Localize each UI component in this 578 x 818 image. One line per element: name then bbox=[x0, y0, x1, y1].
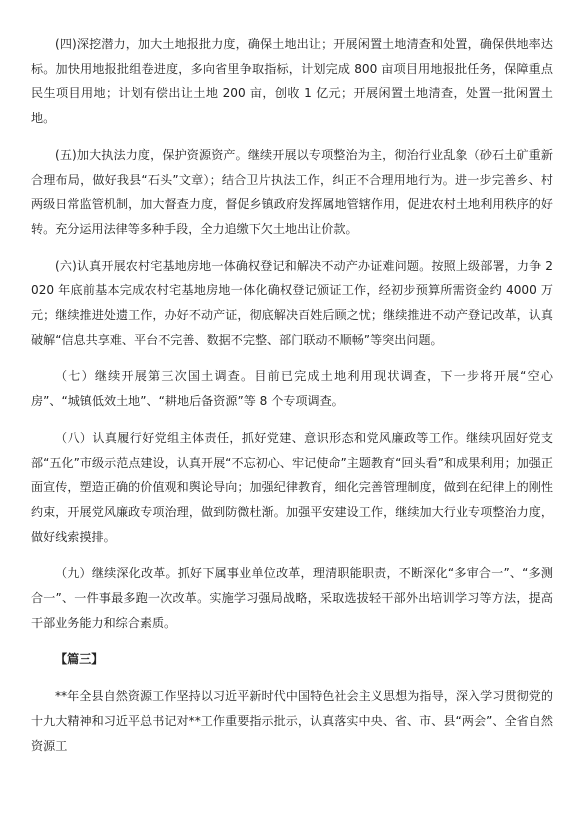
paragraph-9: （九）继续深化改革。抓好下属事业单位改革，理清职能职责，不断深化“多审合一”、“多测合一”、一件事最多跑一次改革。实施学习强局战略，采取选拔轻干部外出培训学习等方法，提高干部业务能力和综合素质。 bbox=[31, 566, 553, 630]
document-page bbox=[31, 32, 553, 770]
paragraph-8: （八）认真履行好党组主体责任，抓好党建、意识形态和党风廉政等工作。继续巩固好党支部“五化”市级示范点建设，认真开展“不忘初心、牢记使命”主题教育“回头看”和成果利用；加强正面宣传，塑造正确的价值观和舆论导向；加强纪律教育，细化完善管理制度，做到在纪律上的刚性约束，开展党风廉政专项治理，做到防微杜渐。加强平安建设工作，继续加大行业专项整治力度，做好线索摸排。 bbox=[31, 430, 553, 544]
paragraph-4: (四)深挖潜力，加大土地报批力度，确保土地出让；开展闲置土地清查和处置，确保供地率达标。加快用地报批组卷进度，多向省里争取指标，计划完成 800 亩项目用地报批任务，保障重点民生项目用地；计划有偿出让土地 200 亩，创收 1 亿元；开展闲置土地清查，处置一批闲置土地。 bbox=[31, 37, 553, 126]
paragraph-5: (五)加大执法力度，保护资源资产。继续开展以专项整治为主，彻治行业乱象（砂石土矿重新合理布局，做好我县“石头”文章）；结合卫片执法工作，纠正不合理用地行为。进一步完善乡、村两级日常监管机制，加大督查力度，督促乡镇政府发挥属地管辖作用，促进农村土地利用秩序的好转。充分运用法律等多种手段，全力追缴下欠土地出让价款。 bbox=[31, 147, 553, 236]
section-heading: 【篇三】 bbox=[55, 652, 104, 667]
paragraph-7: （七）继续开展第三次国土调查。目前已完成土地利用现状调查，下一步将开展“空心房”、“城镇低效土地”、“耕地后备资源”等 8 个专项调查。 bbox=[31, 369, 553, 409]
paragraph-6: (六)认真开展农村宅基地房地一体确权登记和解决不动产办证难问题。按照上级部署，力争 2020 年底前基本完成农村宅基地房地一体化确权登记颁证工作，经初步预算所需资金约 4000 万元；继续推进处遗工作，办好不动产证，彻底解决百姓后顾之忧；继续推进不动产登记改革，认真破解“信息共享难、平台不完善、数据不完整、部门联动不顺畅”等突出问题。 bbox=[31, 258, 553, 347]
closing-paragraph: **年全县自然资源工作坚持以习近平新时代中国特色社会主义思想为指导，深入学习贯彻党的十九大精神和习近平总书记对**工作重要指示批示，认真落实中央、省、市、县“两会”、全省自然资源工 bbox=[31, 689, 553, 753]
